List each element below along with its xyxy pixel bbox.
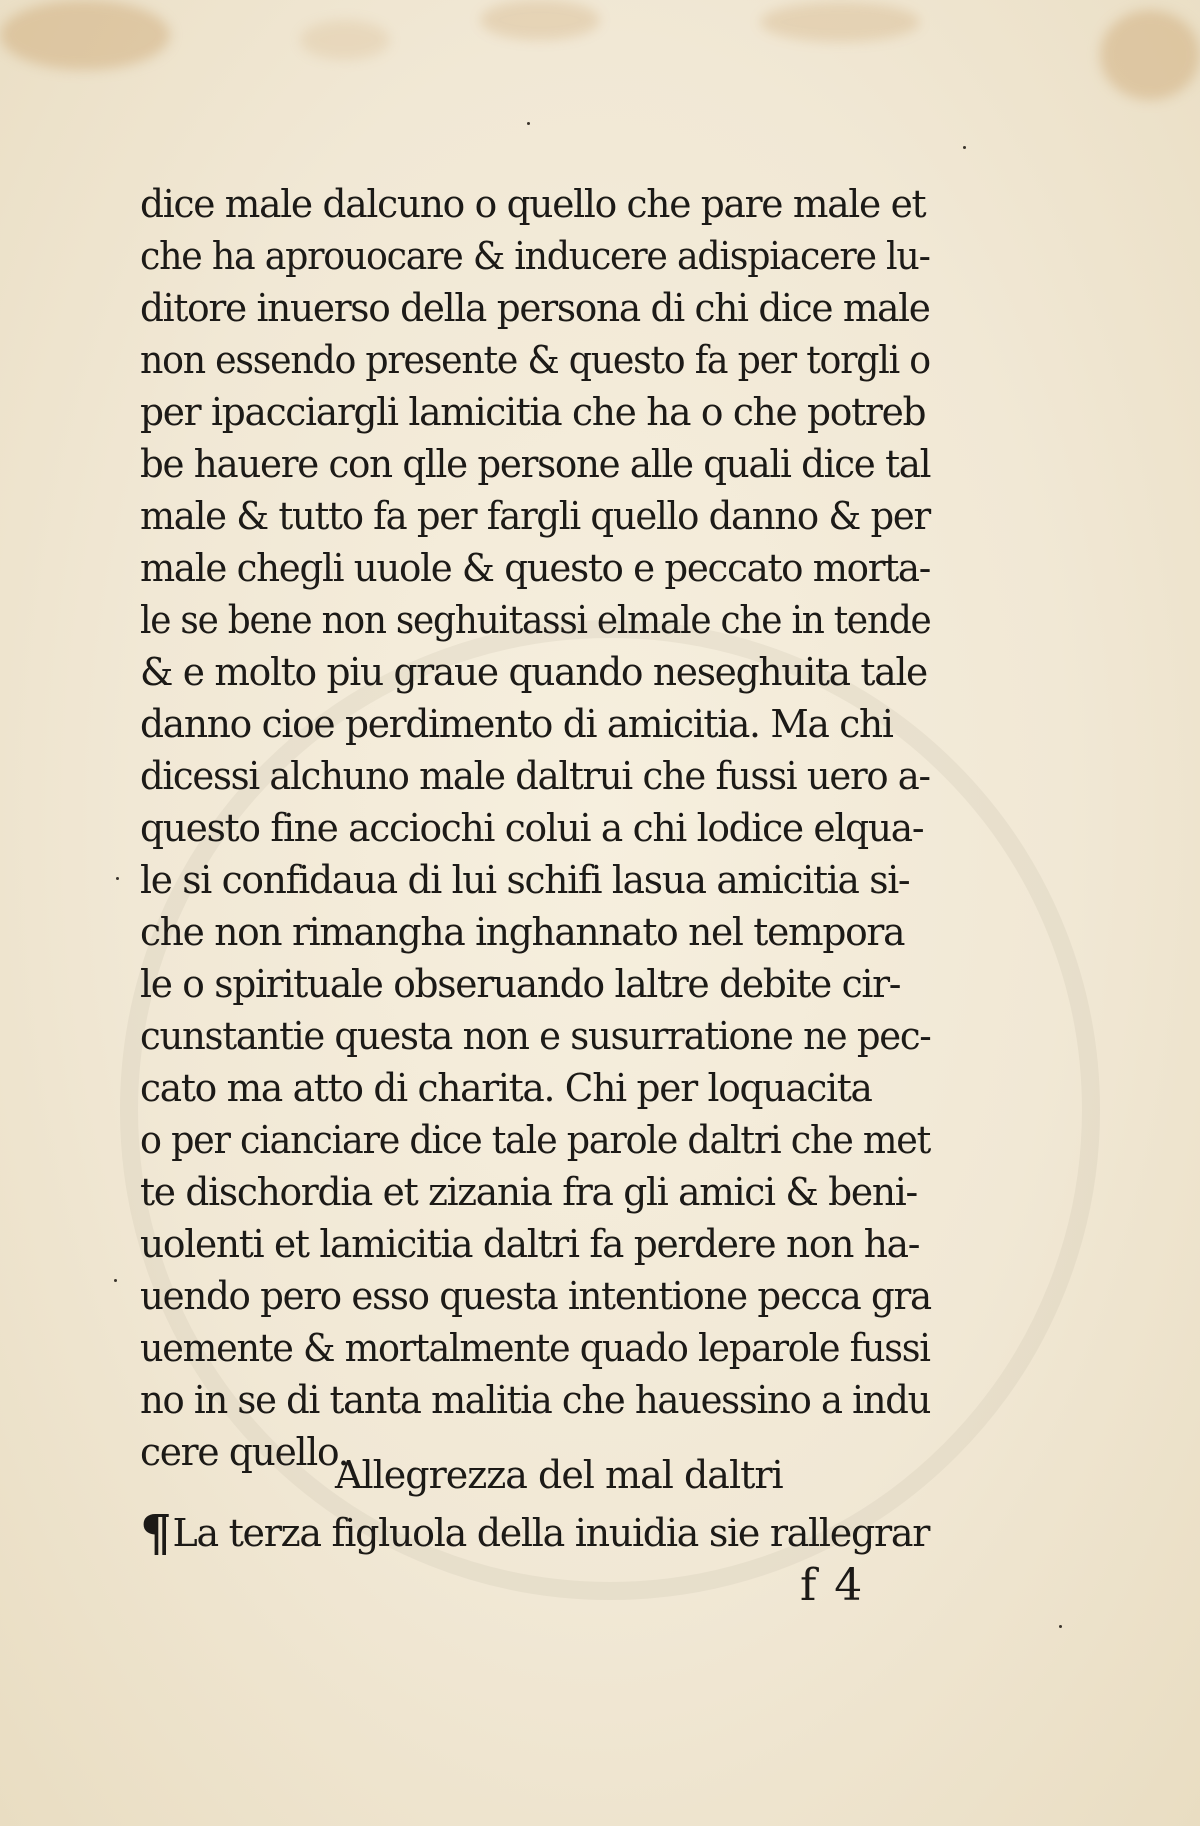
text-line: uemente & mortalmente quado leparole fussi bbox=[140, 1326, 930, 1370]
pilcrow-mark: ¶ bbox=[140, 1503, 171, 1562]
text-line: & e molto piu graue quando neseghuita tale bbox=[140, 650, 927, 694]
stain bbox=[760, 2, 920, 42]
paragraph-start bbox=[140, 1505, 929, 1561]
text-line: te dischordia et zizania fra gli amici & beni- bbox=[140, 1170, 917, 1214]
text-line: danno cioe perdimento di amicitia. Ma chi bbox=[140, 702, 893, 746]
text-line: le o spirituale obseruando laltre debite cir- bbox=[140, 962, 901, 1006]
text-line: che non rimangha inghannato nel tempora bbox=[140, 910, 905, 954]
text-line: le si confidaua di lui schifi lasua amicitia si- bbox=[140, 858, 910, 902]
paragraph-start-text: La terza figluola della inuidia sie rallegrar bbox=[172, 1511, 930, 1555]
text-line: no in se di tanta malitia che hauessino a indu bbox=[140, 1378, 931, 1422]
stain bbox=[480, 0, 600, 40]
ink-speck bbox=[116, 877, 119, 880]
stain bbox=[1100, 10, 1200, 100]
text-line: be hauere con qlle persone alle quali dice tal bbox=[140, 442, 931, 486]
text-line: per ipacciargli lamicitia che ha o che potreb bbox=[140, 390, 926, 434]
text-line: le se bene non seghuitassi elmale che in tende bbox=[140, 598, 931, 642]
text-line: che ha aprouocare & inducere adispiacere lu- bbox=[140, 234, 930, 278]
stain bbox=[0, 0, 170, 70]
text-line: o per cianciare dice tale parole daltri che met bbox=[140, 1118, 931, 1162]
ink-speck bbox=[114, 1279, 117, 1282]
ink-speck bbox=[963, 146, 966, 149]
text-line: ditore inuerso della persona di chi dice male bbox=[140, 286, 930, 330]
text-line: uolenti et lamicitia daltri fa perdere non ha- bbox=[140, 1222, 920, 1266]
text-line: dicessi alchuno male daltrui che fussi uero a- bbox=[140, 754, 930, 798]
ink-speck bbox=[1059, 1625, 1062, 1628]
text-line: cato ma atto di charita. Chi per loquacita bbox=[140, 1066, 872, 1110]
text-line: cunstantie questa non e susurratione ne pec- bbox=[140, 1014, 931, 1058]
text-line: dice male dalcuno o quello che pare male et bbox=[140, 182, 926, 226]
stain bbox=[300, 20, 390, 60]
signature-mark: f 4 bbox=[800, 1560, 865, 1611]
text-line: non essendo presente & questo fa per torgli o bbox=[140, 338, 930, 382]
text-line: cere quello. bbox=[140, 1430, 349, 1474]
body-text bbox=[140, 178, 940, 1478]
text-line: male & tutto fa per fargli quello danno & per bbox=[140, 494, 930, 538]
section-heading: Allegrezza del mal daltri bbox=[335, 1453, 783, 1497]
text-line: male chegli uuole & questo e peccato morta- bbox=[140, 546, 931, 590]
text-line: questo fine acciochi colui a chi lodice elqua- bbox=[140, 806, 924, 850]
ink-speck bbox=[527, 122, 530, 125]
text-line: uendo pero esso questa intentione pecca gra bbox=[140, 1274, 931, 1318]
